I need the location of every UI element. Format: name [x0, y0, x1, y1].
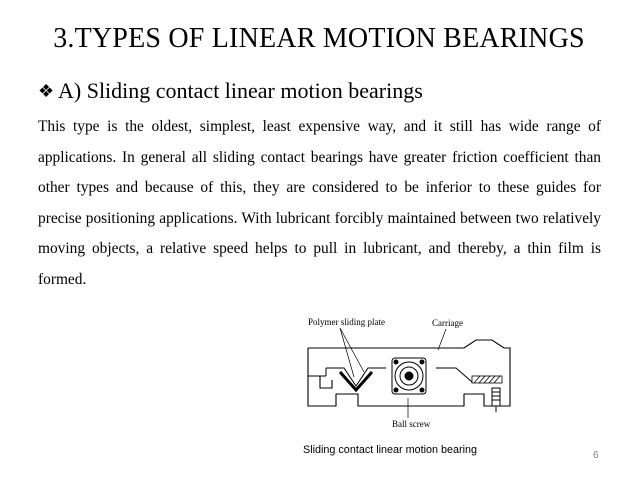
label-ball-screw: Ball screw — [392, 419, 431, 429]
side-screw — [492, 388, 500, 412]
bearing-diagram — [296, 310, 526, 462]
body-paragraph: This type is the oldest, simplest, least expensive way, and it still has wide range of applications. In general all sliding contact bearings have greater friction coefficient than other types and because of this, they are considered to be inferior to these guides for precise positioning applications. With lubricant forcibly maintained between two relatively moving objects, a relative speed helps to pull in lubricant, and thereby, a thin film is formed. — [38, 118, 601, 288]
diamond-bullet-icon: ❖ — [38, 81, 55, 101]
figure-caption: Sliding contact linear motion bearing — [303, 444, 478, 456]
section-heading — [38, 77, 423, 105]
page-number: 6 — [593, 450, 599, 461]
bearing-diagram-svg — [296, 310, 526, 462]
polymer-sliding-plate — [340, 372, 372, 390]
leader-lines — [340, 328, 446, 418]
hatched-slider — [472, 376, 502, 383]
label-polymer-sliding-plate: Polymer sliding plate — [308, 317, 385, 327]
section-heading-text: A) Sliding contact linear motion bearings — [58, 78, 423, 103]
label-carriage: Carriage — [432, 318, 463, 328]
slide-title: 3.TYPES OF LINEAR MOTION BEARINGS — [53, 23, 585, 54]
